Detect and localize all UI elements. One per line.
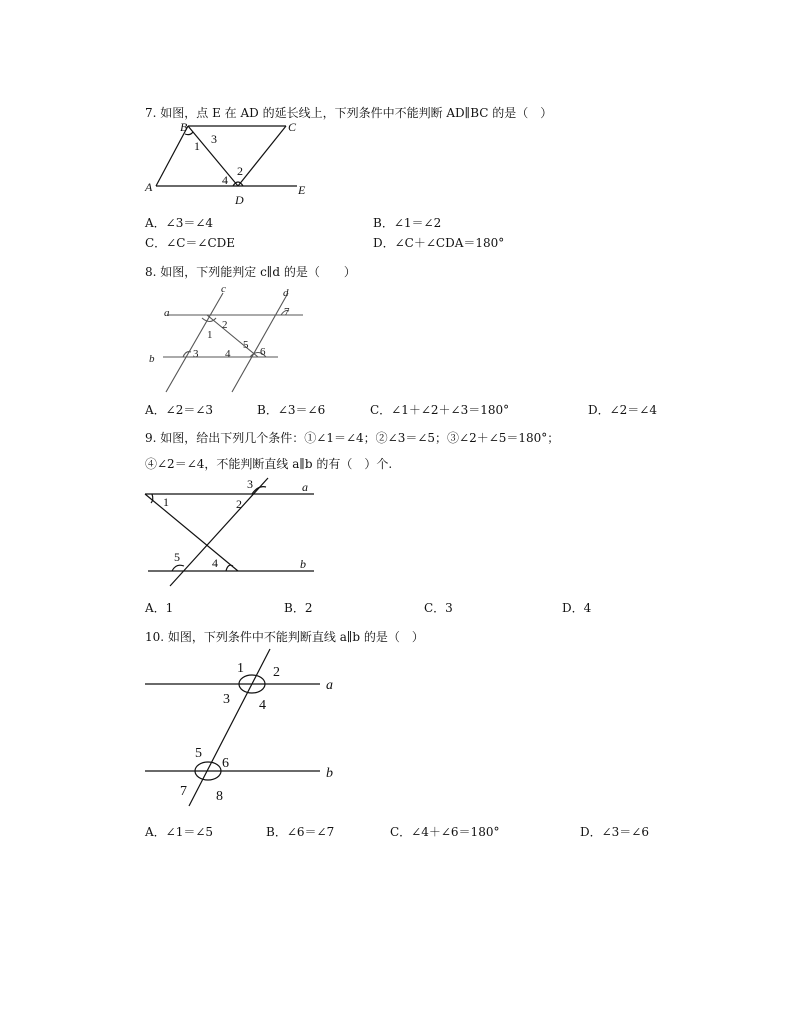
q8-option-a: A．∠2＝∠3 <box>145 403 214 417</box>
q10-label-a: a <box>326 678 333 693</box>
question-9-stem-line-2: ④∠2＝∠4，不能判断直线 a∥b 的有（ ）个. <box>145 457 393 471</box>
q10-label-3: 3 <box>223 692 230 707</box>
q7-label-E: E <box>298 183 306 197</box>
q9-label-5: 5 <box>174 550 180 564</box>
q10-line-transversal <box>189 649 270 806</box>
q9-option-b: B．2 <box>284 601 313 615</box>
q7-option-a: A．∠3＝∠4 <box>145 216 214 230</box>
q8-label-6: 6 <box>260 346 266 358</box>
q10-label-2: 2 <box>273 665 280 680</box>
q8-label-a: a <box>164 307 170 319</box>
question-10-stem: 10. 如图，下列条件中不能判断直线 a∥b 的是（ ） <box>145 630 424 644</box>
q7-option-b: B．∠1＝∠2 <box>373 216 442 230</box>
q9-label-b: b <box>300 557 306 571</box>
q9-option-c: C．3 <box>424 601 453 615</box>
q10-option-d: D．∠3＝∠6 <box>580 825 650 839</box>
q10-label-7: 7 <box>180 784 187 799</box>
q10-option-a: A．∠1＝∠5 <box>145 825 214 839</box>
q8-label-b: b <box>149 353 155 365</box>
q7-label-D: D <box>235 193 244 207</box>
q8-label-d: d <box>283 287 289 299</box>
q7-label-2: 2 <box>237 164 243 178</box>
q7-label-A: A <box>145 180 153 194</box>
q8-label-3: 3 <box>193 348 199 360</box>
q10-label-5: 5 <box>195 746 202 761</box>
q7-label-C: C <box>288 120 297 134</box>
q7-label-1: 1 <box>194 139 200 153</box>
q8-option-c: C．∠1＋∠2＋∠3＝180° <box>370 403 510 417</box>
q7-option-d: D．∠C＋∠CDA＝180° <box>373 236 505 250</box>
q7-option-c: C．∠C＝∠CDE <box>145 236 236 250</box>
q8-option-d: D．∠2＝∠4 <box>588 403 658 417</box>
q9-label-1: 1 <box>163 495 169 509</box>
q10-option-c: C．∠4＋∠6＝180° <box>390 825 500 839</box>
q10-label-8: 8 <box>216 789 223 804</box>
q10-label-b: b <box>326 766 333 781</box>
q8-option-b: B．∠3＝∠6 <box>257 403 326 417</box>
q7-label-4: 4 <box>222 173 228 187</box>
q8-label-2: 2 <box>222 319 228 331</box>
q9-label-2: 2 <box>236 497 242 511</box>
question-7-stem: 7. 如图，点 E 在 AD 的延长线上，下列条件中不能判断 AD∥BC 的是（ ） <box>145 106 553 120</box>
q10-label-1: 1 <box>237 661 244 676</box>
q8-label-c: c <box>221 283 226 295</box>
question-8-stem: 8. 如图，下列能判定 c∥d 的是（ ） <box>145 265 356 279</box>
q8-label-1: 1 <box>207 329 213 341</box>
q9-label-4: 4 <box>212 556 218 570</box>
q9-label-3: 3 <box>247 477 253 491</box>
q8-label-4: 4 <box>225 348 231 360</box>
question-9-stem-line-1: 9. 如图，给出下列几个条件：①∠1＝∠4；②∠3＝∠5；③∠2＋∠5＝180°； <box>145 431 560 445</box>
q7-label-B: B <box>180 120 188 134</box>
q10-label-4: 4 <box>259 698 266 713</box>
q9-option-a: A．1 <box>145 601 174 615</box>
q10-label-6: 6 <box>222 756 229 771</box>
q10-option-b: B．∠6＝∠7 <box>266 825 335 839</box>
q7-label-3: 3 <box>211 132 217 146</box>
q8-label-5: 5 <box>243 339 249 351</box>
q9-option-d: D．4 <box>562 601 592 615</box>
q8-label-7: 7 <box>284 306 290 318</box>
q9-label-a: a <box>302 480 308 494</box>
